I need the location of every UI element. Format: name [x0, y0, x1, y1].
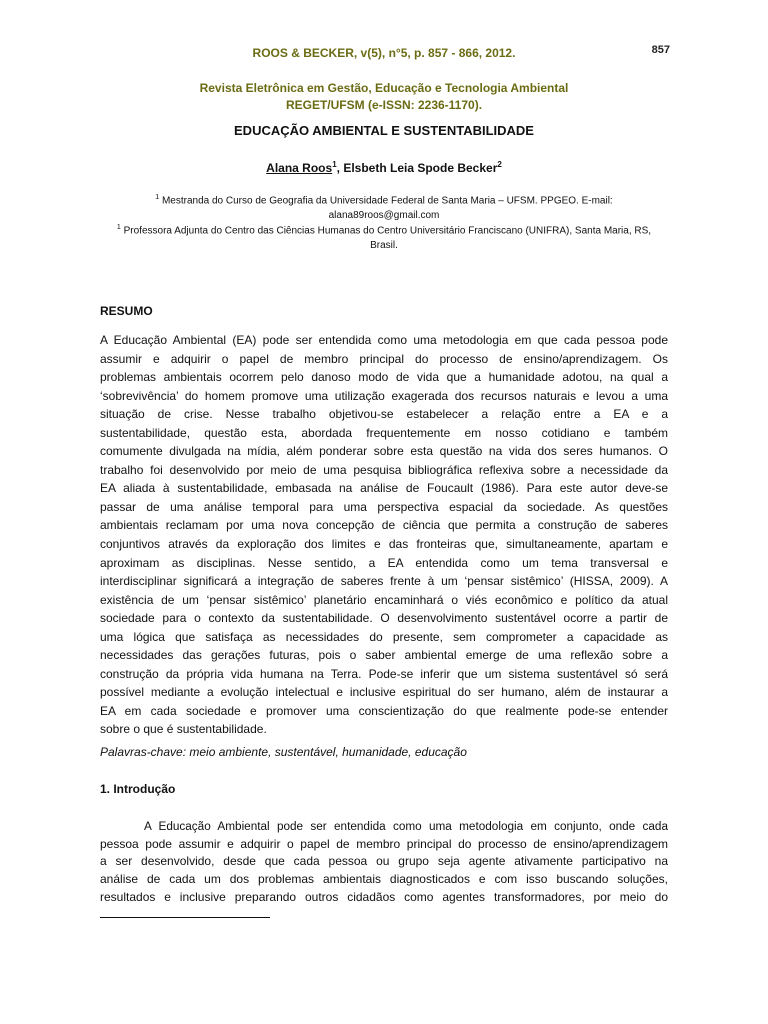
- abstract-line: possível mediante a evolução intelectual e inclusive espiritual do ser humano, além de instaurar a: [100, 685, 668, 700]
- author-list: [0, 160, 768, 175]
- abstract-line: situação de crise. Nesse trabalho objetivou-se estabelecer a relação entre a EA e a: [100, 407, 668, 422]
- intro-line: resultados e inclusive preparando outros cidadãos como agentes transformadores, por meio do: [100, 889, 668, 904]
- abstract-line: construção da própria vida humana na Terra. Pode-se inferir que um sistema sustentável só será: [100, 666, 668, 681]
- abstract-line: EA em cada sociedade e promover uma conscientização do que realmente pode-se entender: [100, 703, 668, 718]
- abstract-line: problemas ambientais ocorrem pelo danoso modo de vida que a humanidade adotou, na qual a: [100, 370, 668, 385]
- abstract-line: ambientais reclamam por uma nova concepção de ciência que permita a construção de saberes: [100, 518, 668, 533]
- journal-name: [0, 80, 768, 114]
- abstract-heading: RESUMO: [100, 304, 153, 318]
- journal-line-2: REGET/UFSM (e-ISSN: 2236-1170).: [285, 98, 483, 112]
- author-2-marker: 2: [497, 160, 502, 169]
- abstract-line: assumir e adquirir o papel de membro principal do processo de ensino/aprendizagem. Os: [100, 351, 668, 366]
- author-separator: ,: [336, 161, 344, 175]
- abstract-line: trabalho foi desenvolvido por meio de uma pesquisa bibliográfica reflexiva sobre a necessidade da: [100, 462, 668, 477]
- introduction-body: [100, 818, 668, 907]
- abstract-line: sociedade para o contexto da sustentabilidade. O desenvolvimento sustentável ocorre a partir de: [100, 611, 668, 626]
- affiliation-1-text: Mestranda do Curso de Geografia da Universidade Federal de Santa Maria – UFSM. PPGEO. E-mail:: [159, 195, 613, 207]
- abstract-line: comumente divulgada na mídia, além ponderar sobre esta questão na vida dos seres humanos. O: [100, 444, 668, 459]
- abstract-line: EA aliada à sustentabilidade, embasada na análise de Foucault (1986). Para este autor deve-se: [100, 481, 668, 496]
- abstract-line: sustentabilidade, questão esta, abordada frequentemente em nosso cotidiano e também: [100, 425, 668, 440]
- journal-line-1: Revista Eletrônica em Gestão, Educação e Tecnologia Ambiental: [199, 81, 569, 95]
- affiliation-1: [110, 190, 658, 223]
- author-1-marker: 1: [332, 160, 337, 169]
- abstract-line: interdisciplinar significará a integração de saberes frente à um ‘pensar sistêmico’ (HISSA, 2009). A: [100, 574, 668, 589]
- abstract-line: ‘sobrevivência’ do homem promove uma utilização exagerada dos recursos naturais e levou a uma: [100, 388, 668, 403]
- intro-line: pessoa pode assumir e adquirir o papel de membro principal do processo de ensino/aprendizagem: [100, 836, 668, 851]
- page-number: 857: [651, 44, 670, 56]
- citation-header: ROOS & BECKER, v(5), n°5, p. 857 - 866, 2012.: [252, 46, 516, 60]
- affiliation-1-marker: 1: [155, 194, 160, 201]
- keywords: Palavras-chave: meio ambiente, sustentável, humanidade, educação: [100, 745, 467, 759]
- affiliation-2-country: Brasil.: [370, 240, 398, 252]
- abstract-line: necessidades das gerações futuras, pois o saber ambiental emerge de uma reflexão sobre a: [100, 648, 668, 663]
- abstract-line: passar de uma análise temporal para uma perspectiva espacial da sociedade. As questões: [100, 499, 668, 514]
- intro-line: A Educação Ambiental pode ser entendida como uma metodologia em conjunto, onde cada: [144, 820, 668, 833]
- author-2: Elsbeth Leia Spode Becker: [343, 161, 498, 175]
- abstract-line: aproximam as disciplinas. Nesse sentido, a EA entendida como um tema transversal e: [100, 555, 668, 570]
- footnote-separator: [100, 917, 270, 918]
- author-email: alana89roos@gmail.com: [328, 210, 440, 222]
- section-heading-introduction: 1. Introdução: [100, 782, 176, 796]
- intro-line: análise de cada um dos problemas ambientais diagnosticados e com isso buscando soluções,: [100, 872, 668, 887]
- abstract-line: existência de um ‘pensar sistêmico’ planetário encaminhará o viés econômico e político da atual: [100, 592, 668, 607]
- abstract-body: [100, 331, 668, 739]
- affiliation-2-text: Professora Adjunta do Centro das Ciências Humanas do Centro Universitário Franciscano (UNIFRA), Santa Maria, RS,: [120, 225, 652, 237]
- abstract-line: A Educação Ambiental (EA) pode ser entendida como uma metodologia em que cada pessoa pode: [100, 333, 668, 347]
- abstract-line: uma lógica que satisfaça as necessidades do presente, sem comprometer a capacidade as: [100, 629, 668, 644]
- article-title: EDUCAÇÃO AMBIENTAL E SUSTENTABILIDADE: [234, 123, 534, 138]
- author-1: Alana Roos: [266, 161, 333, 175]
- affiliation-2: [110, 220, 658, 253]
- affiliation-2-marker: 1: [116, 224, 121, 231]
- abstract-line: sobre o que é sustentabilidade.: [100, 722, 267, 737]
- intro-line: a ser desenvolvido, desde que cada pessoa ou grupo seja agente ativamente participativo na: [100, 854, 668, 869]
- abstract-line: conjuntivos através da exploração dos limites e das fronteiras que, simultaneamente, apartam e: [100, 537, 668, 552]
